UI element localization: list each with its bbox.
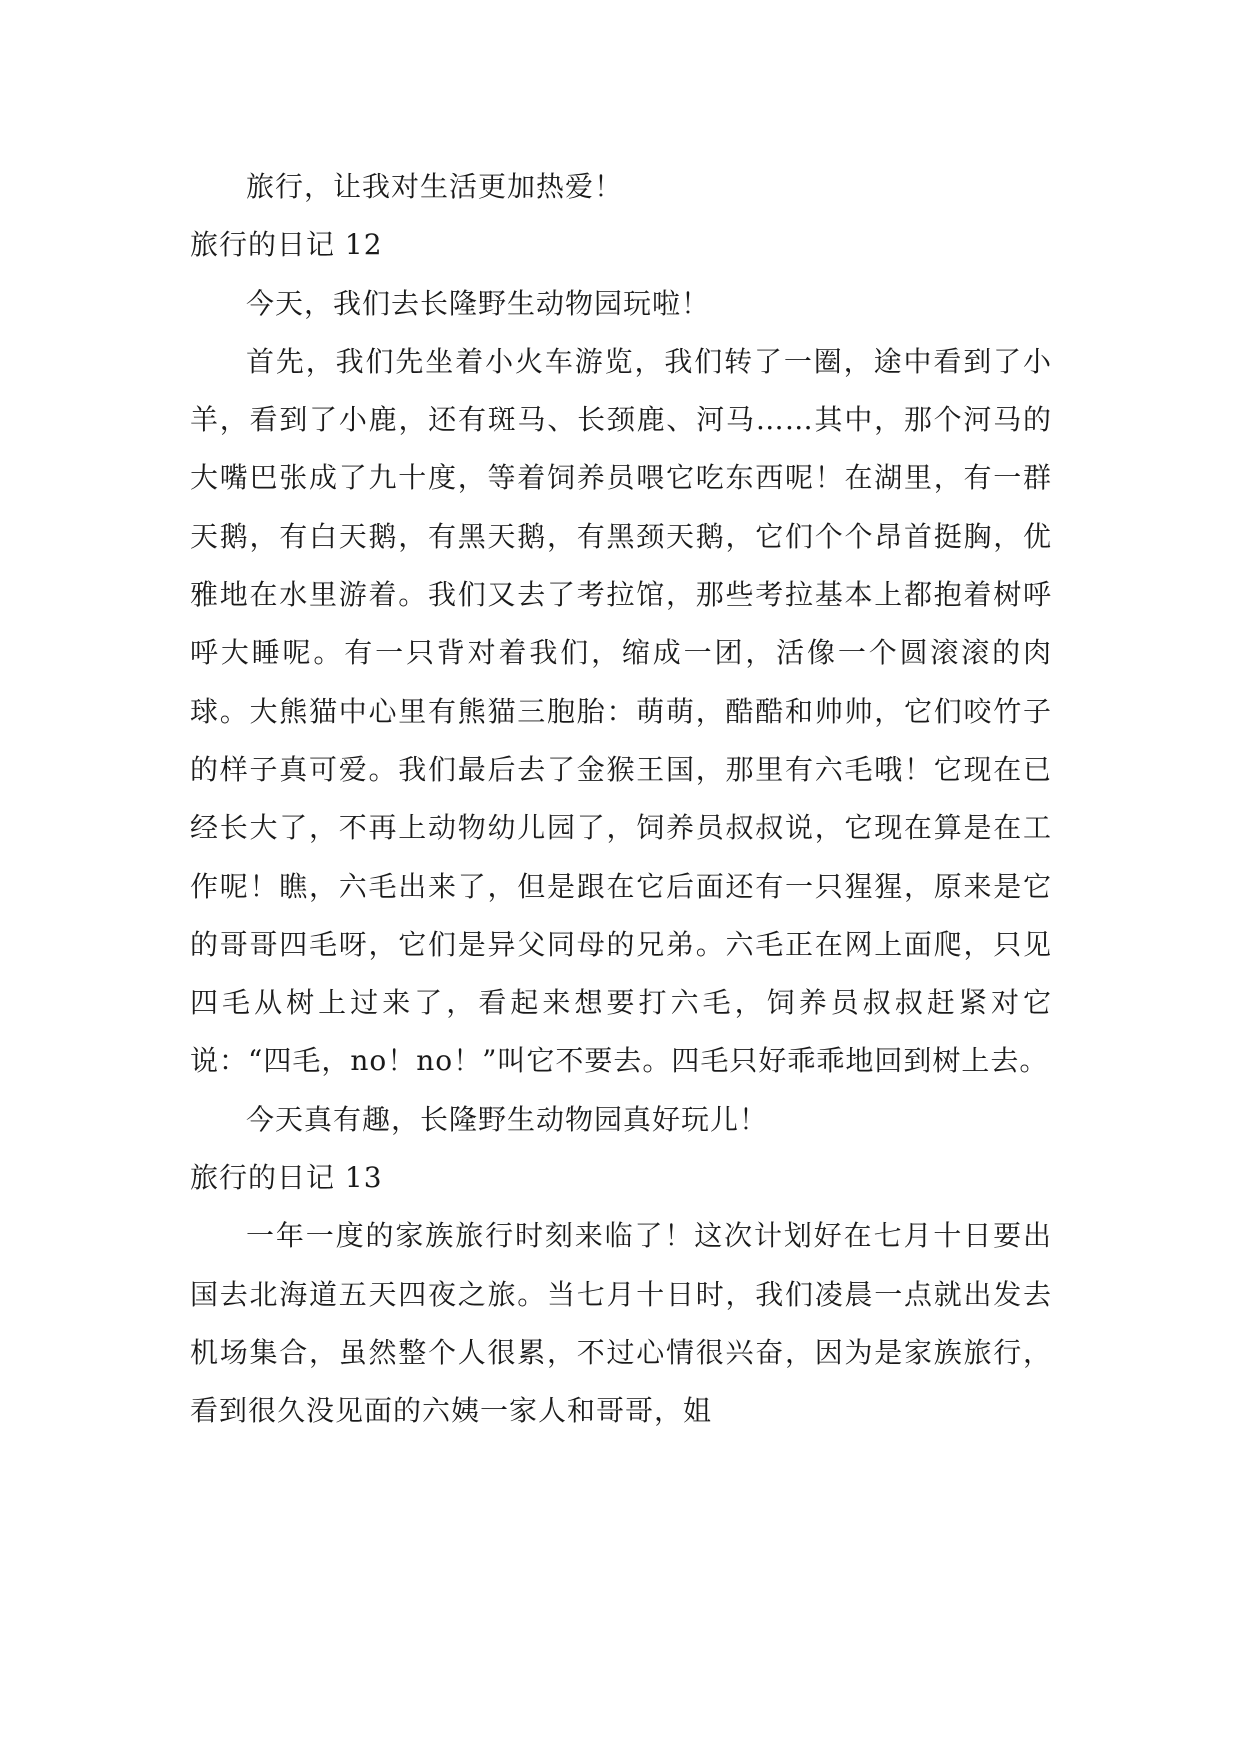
intro-paragraph-diary-12: 今天，我们去长隆野生动物园玩啦！ (246, 286, 711, 320)
body-paragraph-diary-12: 首先，我们先坐着小火车游览，我们转了一圈，途中看到了小羊，看到了小鹿，还有斑马、长颈鹿、河马……其中，那个河马的大嘴巴张成了九十度，等着饲养员喂它吃东西呢！在湖里，有一群天鹅，有白天鹅，有黑天鹅，有黑颈天鹅，它们个个昂首挺胸，优雅地在水里游着。我们又去了考拉馆，那些考拉基本上都抱着树呼呼大睡呢。有一只背对着我们，缩成一团，活像一个圆滚滚的肉球。大熊猫中心里有熊猫三胞胎：萌萌，酷酷和帅帅，它们咬竹子的样子真可爱。我们最后去了金猴王国，那里有六毛哦！它现在已经长大了，不再上动物幼儿园了，饲养员叔叔说，它现在算是在工作呢！瞧，六毛出来了，但是跟在它后面还有一只猩猩，原来是它的哥哥四毛呀，它们是异父同母的兄弟。六毛正在网上面爬，只见四毛从树上过来了，看起来想要打六毛，饲养员叔叔赶紧对它说：“四毛，no！no！”叫它不要去。四毛只好乖乖地回到树上去。 (190, 344, 1052, 1078)
document-body (190, 158, 1052, 1441)
closing-paragraph-diary-12: 今天真有趣，长隆野生动物园真好玩儿！ (246, 1102, 769, 1136)
section-heading-diary-12: 旅行的日记 12 (190, 228, 383, 262)
closing-paragraph-diary-11: 旅行，让我对生活更加热爱！ (246, 170, 624, 203)
section-heading-diary-13: 旅行的日记 13 (190, 1161, 383, 1195)
body-paragraph-diary-13: 一年一度的家族旅行时刻来临了！这次计划好在七月十日要出国去北海道五天四夜之旅。当七月十日时，我们凌晨一点就出发去机场集合，虽然整个人很累，不过心情很兴奋，因为是家族旅行，看到很久没见面的六姨一家人和哥哥，姐 (190, 1219, 1052, 1428)
